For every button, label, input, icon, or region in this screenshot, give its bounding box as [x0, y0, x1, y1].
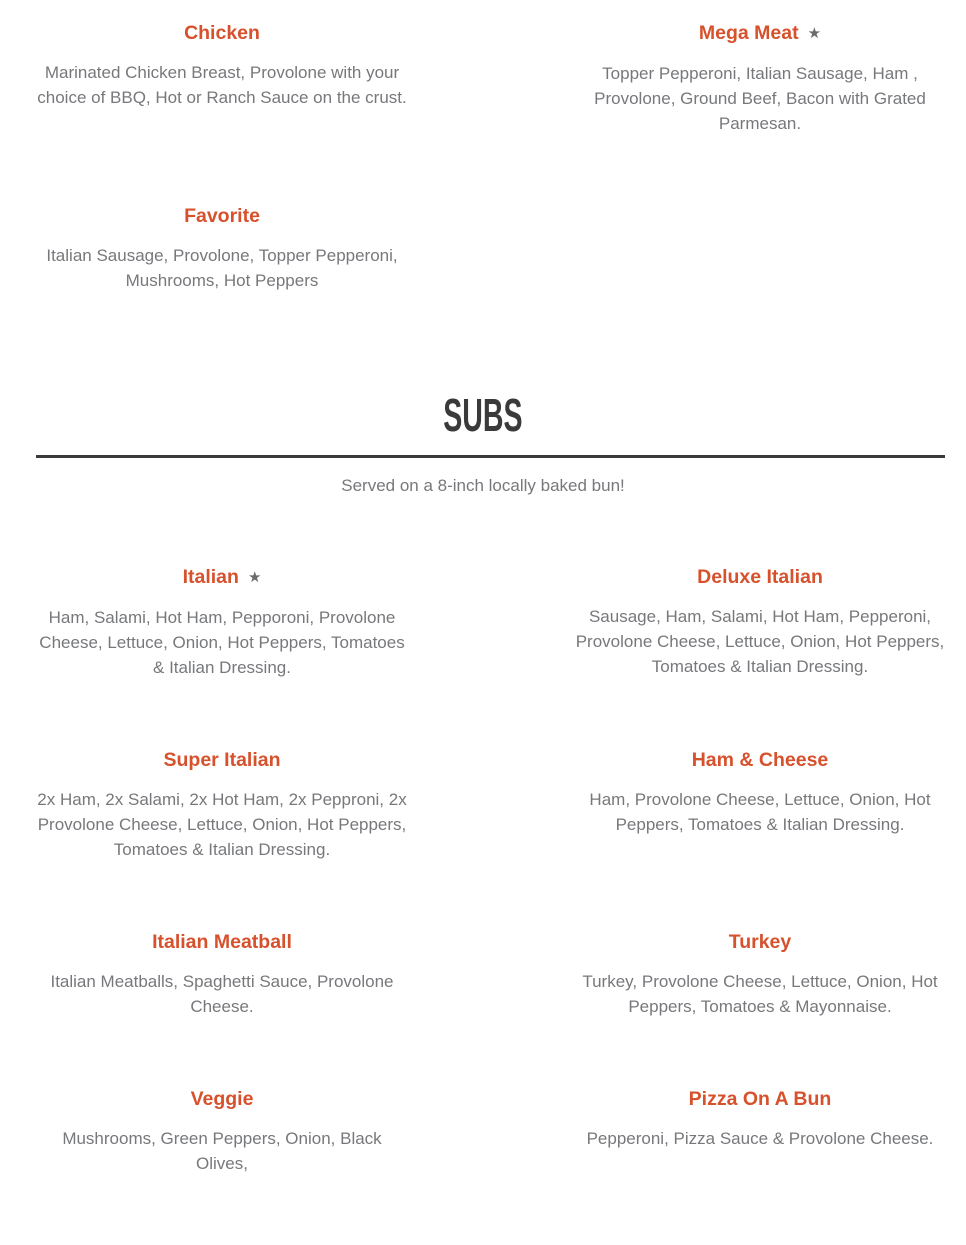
subs-items-grid	[0, 566, 966, 1245]
menu-item-favorite	[22, 205, 422, 293]
item-description: Ham, Salami, Hot Ham, Pepporoni, Provolone Cheese, Lettuce, Onion, Hot Peppers, Tomatoes & Italian Dressing.	[39, 608, 405, 677]
star-icon: ★	[247, 569, 262, 586]
item-name-text: Favorite	[184, 205, 260, 227]
item-description: Turkey, Provolone Cheese, Lettuce, Onion, Hot Peppers, Tomatoes & Mayonnaise.	[582, 972, 938, 1016]
item-description: Marinated Chicken Breast, Provolone with your choice of BBQ, Hot or Ranch Sauce on the crust.	[37, 63, 407, 107]
menu-item-pizza-on-a-bun	[560, 1088, 960, 1176]
item-name-text: Deluxe Italian	[697, 566, 823, 588]
item-description: 2x Ham, 2x Salami, 2x Hot Ham, 2x Pepproni, 2x Provolone Cheese, Lettuce, Onion, Hot Peppers, Tomatoes & Italian Dressing.	[37, 790, 407, 859]
subs-section-title-text: SUBS	[443, 389, 523, 441]
menu-item-deluxe-italian	[560, 566, 960, 680]
item-description: Topper Pepperoni, Italian Sausage, Ham , Provolone, Ground Beef, Bacon with Grated Parmesan.	[594, 64, 926, 133]
item-name	[560, 22, 960, 46]
item-name-text: Ham & Cheese	[691, 749, 829, 771]
section-header-subs	[0, 389, 966, 498]
menu-item-ham-and-cheese	[560, 749, 960, 862]
item-description: Ham, Provolone Cheese, Lettuce, Onion, Hot Peppers, Tomatoes & Italian Dressing.	[589, 790, 931, 834]
item-description: Pepperoni, Pizza Sauce & Provolone Cheese.	[586, 1129, 934, 1148]
menu-item-turkey	[560, 931, 960, 1019]
item-name	[22, 1088, 422, 1111]
menu-item-mega-meat	[560, 22, 960, 136]
item-description: Mushrooms, Green Peppers, Onion, Black Olives,	[62, 1129, 382, 1173]
item-name	[22, 749, 422, 772]
menu-item-veggie	[22, 1088, 422, 1176]
subs-section-tagline: Served on a 8-inch locally baked bun!	[341, 476, 625, 495]
menu-item-italian	[22, 566, 422, 680]
menu-item-super-italian	[22, 749, 422, 862]
item-name	[560, 749, 960, 772]
item-description: Sausage, Ham, Salami, Hot Ham, Pepperoni, Provolone Cheese, Lettuce, Onion, Hot Peppers, Tomatoes & Italian Dressing.	[575, 607, 945, 676]
item-name-text: Mega Meat	[698, 22, 799, 44]
item-name-text: Turkey	[728, 931, 792, 953]
item-name	[560, 566, 960, 589]
subs-section-title	[0, 389, 966, 441]
item-name-text: Italian Meatball	[152, 931, 292, 953]
item-name	[22, 205, 422, 228]
item-name	[22, 22, 422, 45]
menu-item-italian-meatball	[22, 931, 422, 1019]
subs-section-divider	[36, 455, 945, 458]
item-description: Italian Meatballs, Spaghetti Sauce, Provolone Cheese.	[50, 972, 394, 1016]
item-name-text: Chicken	[184, 22, 260, 44]
item-name	[22, 566, 422, 590]
item-name-text: Italian	[182, 566, 239, 588]
item-description: Italian Sausage, Provolone, Topper Pepperoni, Mushrooms, Hot Peppers	[46, 246, 398, 290]
item-name	[560, 931, 960, 954]
menu-item-chicken	[22, 22, 422, 136]
item-name	[22, 931, 422, 954]
item-name-text: Super Italian	[163, 749, 281, 771]
item-name	[560, 1088, 960, 1111]
pizza-items-grid	[0, 22, 966, 362]
item-name-text: Veggie	[190, 1088, 254, 1110]
star-icon: ★	[807, 25, 822, 42]
item-name-text: Pizza On A Bun	[688, 1088, 832, 1110]
